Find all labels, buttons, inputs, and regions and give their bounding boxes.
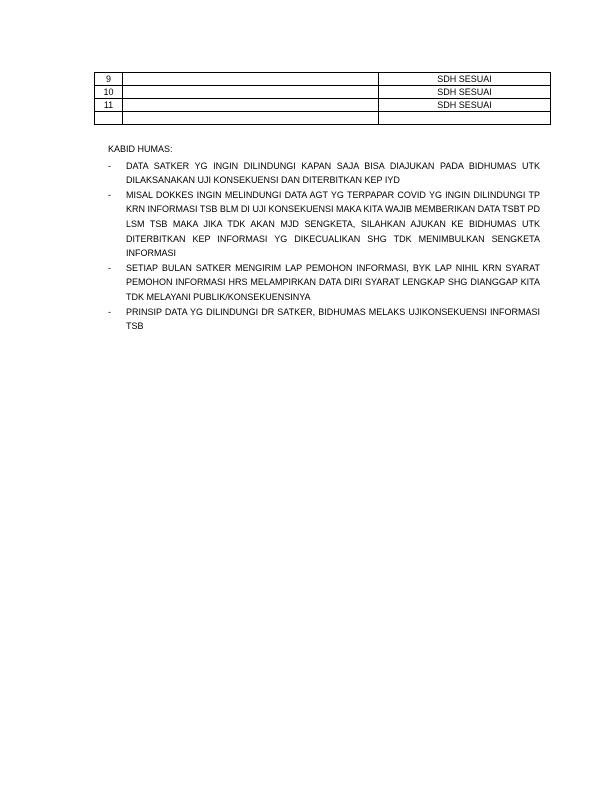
list-item-text: PRINSIP DATA YG DILINDUNGI DR SATKER, BIDHUMAS MELAKS UJIKONSEKUENSI INFORMASI TSB [126, 306, 540, 332]
row-number-cell: 10 [95, 86, 123, 99]
status-table [94, 72, 551, 125]
status-cell: SDH SESUAI [379, 99, 551, 112]
status-cell: SDH SESUAI [379, 86, 551, 99]
list-item [108, 305, 540, 334]
list-item-text: MISAL DOKKES INGIN MELINDUNGI DATA AGT YG TERPAPAR COVID YG INGIN DILINDUNGI TP KRN INFORMASI TSB BLM DI UJI KONSEKUENSI MAKA KITA WAJIB MEMBERIKAN DATA TSBT PD LSM TSB MAKA JIKA TDK AKAN MJD SENGKETA, SILAHKAN AJUKAN KE BIDHUMAS UTK DITERBITKAN KEP INFORMASI YG DIKECUALIKAN SHG TDK MENIMBULKAN SENGKETA INFORMASI [126, 189, 540, 259]
description-cell [123, 73, 379, 86]
description-cell [123, 112, 379, 125]
bullet-dash: - [108, 189, 111, 200]
list-item-text: SETIAP BULAN SATKER MENGIRIM LAP PEMOHON INFORMASI, BYK LAP NIHIL KRN SYARAT PEMOHON INFORMASI HRS MELAMPIRKAN DATA DIRI SYARAT LENGKAP SHG DIANGGAP KITA TDK MELAYANI PUBLIK/KONSEKUENSINYA [126, 262, 540, 302]
row-number-cell [95, 112, 123, 125]
description-cell [123, 99, 379, 112]
notes-section [108, 142, 540, 334]
bullet-dash: - [108, 306, 111, 317]
bullet-dash: - [108, 160, 111, 171]
description-cell [123, 86, 379, 99]
table-row [95, 99, 551, 112]
list-item [108, 188, 540, 261]
notes-title: KABID HUMAS: [108, 144, 173, 154]
list-item [108, 159, 540, 188]
status-cell: SDH SESUAI [379, 73, 551, 86]
notes-list [108, 159, 540, 334]
bullet-dash: - [108, 262, 111, 273]
table-row [95, 73, 551, 86]
row-number-cell: 9 [95, 73, 123, 86]
table-row [95, 112, 551, 125]
status-cell [379, 112, 551, 125]
row-number-cell: 11 [95, 99, 123, 112]
list-item-text: DATA SATKER YG INGIN DILINDUNGI KAPAN SAJA BISA DIAJUKAN PADA BIDHUMAS UTK DILAKSANAKAN UJI KONSEKUENSI DAN DITERBITKAN KEP IYD [126, 160, 540, 186]
table-row [95, 86, 551, 99]
list-item [108, 261, 540, 305]
